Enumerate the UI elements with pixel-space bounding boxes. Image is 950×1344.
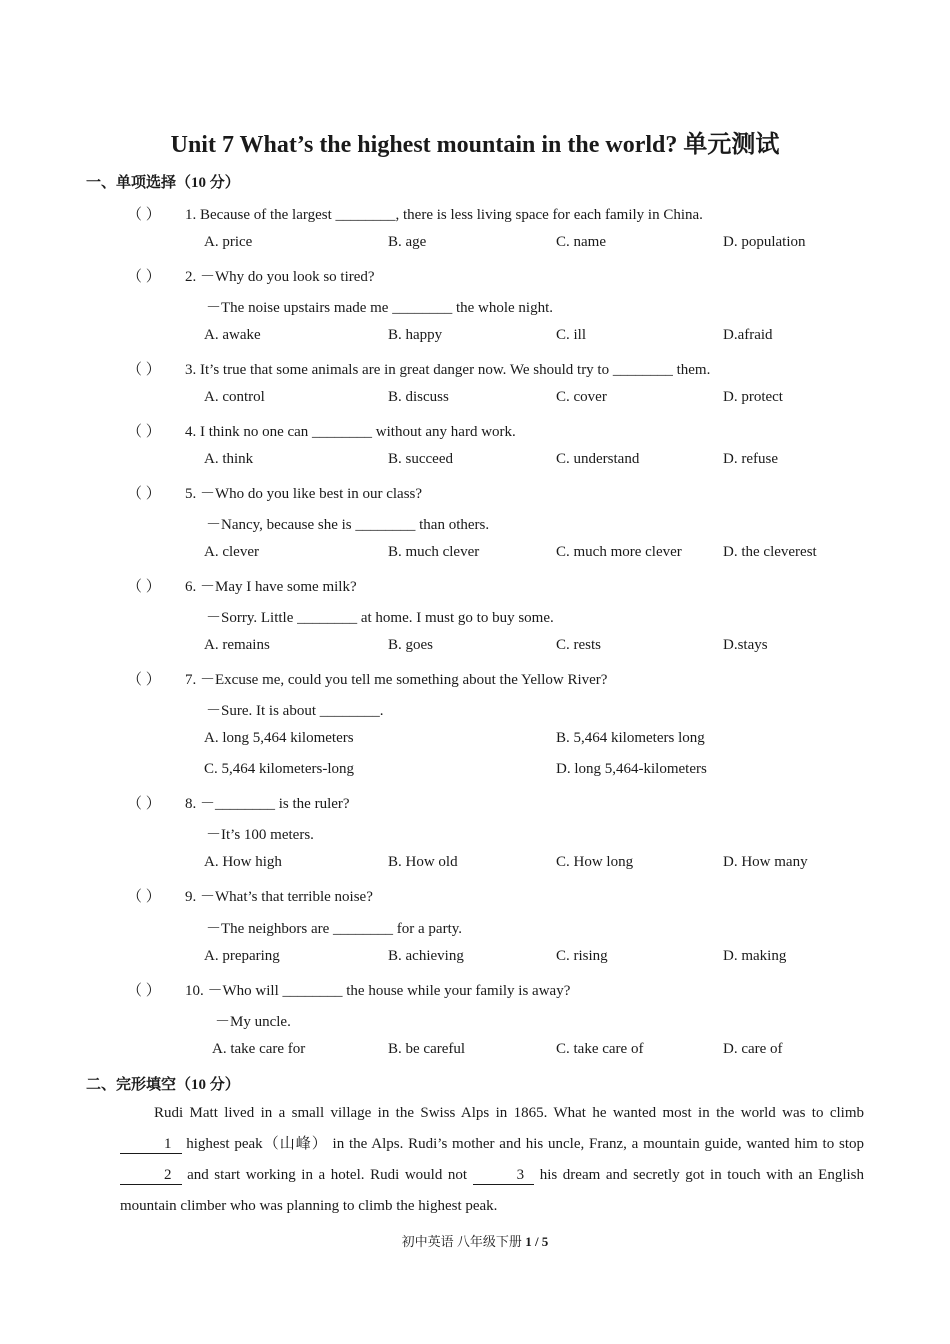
passage-text: highest peak（山峰） in the Alps. Rudi’s mother and his uncle, Franz, a mountain guide, wanted him to stop xyxy=(181,1136,864,1152)
option-b: B. 5,464 kilometers long xyxy=(556,730,705,746)
option-a: A. preparing xyxy=(204,948,280,964)
cloze-blank-3: 3 xyxy=(473,1167,535,1185)
answer-paren: （ ） xyxy=(127,362,161,378)
question-6 xyxy=(127,575,357,596)
question-7 xyxy=(127,668,607,689)
dialogue-line: －Sure. It is about ________. xyxy=(206,703,384,719)
option-b: B. succeed xyxy=(388,451,453,467)
question-3 xyxy=(127,358,710,379)
question-stem: 7. －Excuse me, could you tell me something about the Yellow River? xyxy=(185,672,608,688)
dialogue-line: －The neighbors are ________ for a party. xyxy=(206,921,463,937)
question-stem: 4. I think no one can ________ without any hard work. xyxy=(185,424,516,440)
option-c: C. understand xyxy=(556,451,640,467)
dialogue-line: －Nancy, because she is ________ than others. xyxy=(206,517,490,533)
page-footer xyxy=(0,1231,950,1250)
option-c: C. much more clever xyxy=(556,544,682,560)
question-stem: 10. －Who will ________ the house while your family is away? xyxy=(185,983,571,999)
question-stem: 5. －Who do you like best in our class? xyxy=(185,486,423,502)
option-d: D. population xyxy=(723,234,806,250)
dialogue-line: －The noise upstairs made me ________ the whole night. xyxy=(206,300,554,316)
option-b: B. goes xyxy=(388,637,433,653)
dialogue-line: －It’s 100 meters. xyxy=(206,827,314,843)
option-c: C. How long xyxy=(556,854,634,870)
question-2 xyxy=(127,265,375,286)
answer-paren: （ ） xyxy=(127,889,161,905)
passage-text: and start working in a hotel. Rudi would not xyxy=(181,1167,473,1183)
option-a: A. remains xyxy=(204,637,270,653)
answer-paren: （ ） xyxy=(127,796,161,812)
option-a: A. long 5,464 kilometers xyxy=(204,730,354,746)
option-b: B. happy xyxy=(388,327,443,343)
option-d: D. making xyxy=(723,948,787,964)
option-c: C. take care of xyxy=(556,1041,644,1057)
answer-paren: （ ） xyxy=(127,486,161,502)
cloze-passage xyxy=(120,1098,864,1222)
option-b: B. age xyxy=(388,234,427,250)
option-c: C. rising xyxy=(556,948,608,964)
question-stem: 2. －Why do you look so tired? xyxy=(185,269,375,285)
option-a: A. control xyxy=(204,389,265,405)
dialogue-line: －Sorry. Little ________ at home. I must go to buy some. xyxy=(206,610,554,626)
footer-text: 初中英语 八年级下册 xyxy=(401,1234,526,1249)
passage-text: his dream and secretly got in touch with an English mountain climber who was planning to climb the highest peak. xyxy=(120,1167,864,1214)
option-d: D. refuse xyxy=(723,451,778,467)
passage-text: Rudi Matt lived in a small village in the Swiss Alps in 1865. What he wanted most in the world was to climb xyxy=(154,1105,864,1121)
option-c: C. rests xyxy=(556,637,601,653)
option-d: D. protect xyxy=(723,389,783,405)
option-d: D.stays xyxy=(723,637,768,653)
answer-paren: （ ） xyxy=(127,983,161,999)
option-d: D. the cleverest xyxy=(723,544,817,560)
option-b: B. much clever xyxy=(388,544,480,560)
option-c: C. cover xyxy=(556,389,607,405)
option-c: C. name xyxy=(556,234,606,250)
answer-paren: （ ） xyxy=(127,424,161,440)
section-1-heading: 一、单项选择（10 分） xyxy=(86,175,240,191)
option-b: B. How old xyxy=(388,854,458,870)
question-5 xyxy=(127,482,422,503)
answer-paren: （ ） xyxy=(127,207,161,223)
option-d: D.afraid xyxy=(723,327,773,343)
answer-paren: （ ） xyxy=(127,269,161,285)
option-b: B. discuss xyxy=(388,389,449,405)
option-a: A. clever xyxy=(204,544,259,560)
dialogue-line: －My uncle. xyxy=(215,1014,291,1030)
option-a: A. take care for xyxy=(212,1041,306,1057)
question-1 xyxy=(127,203,703,224)
question-8 xyxy=(127,792,350,813)
option-d: D. long 5,464-kilometers xyxy=(556,761,707,777)
question-10 xyxy=(127,979,570,1000)
option-a: A. How high xyxy=(204,854,282,870)
option-a: A. think xyxy=(204,451,254,467)
answer-paren: （ ） xyxy=(127,579,161,595)
option-c: C. ill xyxy=(556,327,587,343)
answer-paren: （ ） xyxy=(127,672,161,688)
option-b: B. achieving xyxy=(388,948,464,964)
cloze-blank-1: 1 xyxy=(120,1136,182,1154)
option-a: A. price xyxy=(204,234,253,250)
cloze-blank-2: 2 xyxy=(120,1167,182,1185)
question-stem: 6. －May I have some milk? xyxy=(185,579,357,595)
option-b: B. be careful xyxy=(388,1041,466,1057)
page-title: Unit 7 What’s the highest mountain in the world? 单元测试 xyxy=(170,132,780,158)
option-a: A. awake xyxy=(204,327,261,343)
option-c: C. 5,464 kilometers-long xyxy=(204,761,354,777)
option-d: D. care of xyxy=(723,1041,783,1057)
section-2-heading: 二、完形填空（10 分） xyxy=(86,1077,240,1093)
option-d: D. How many xyxy=(723,854,808,870)
page-number: 1 / 5 xyxy=(525,1234,549,1249)
question-stem: 8. －________ is the ruler? xyxy=(185,796,350,812)
question-stem: 1. Because of the largest ________, there is less living space for each family in China. xyxy=(185,207,703,223)
question-4 xyxy=(127,420,516,441)
question-9 xyxy=(127,885,373,906)
question-stem: 3. It’s true that some animals are in great danger now. We should try to ________ them. xyxy=(185,362,711,378)
question-stem: 9. －What’s that terrible noise? xyxy=(185,889,373,905)
